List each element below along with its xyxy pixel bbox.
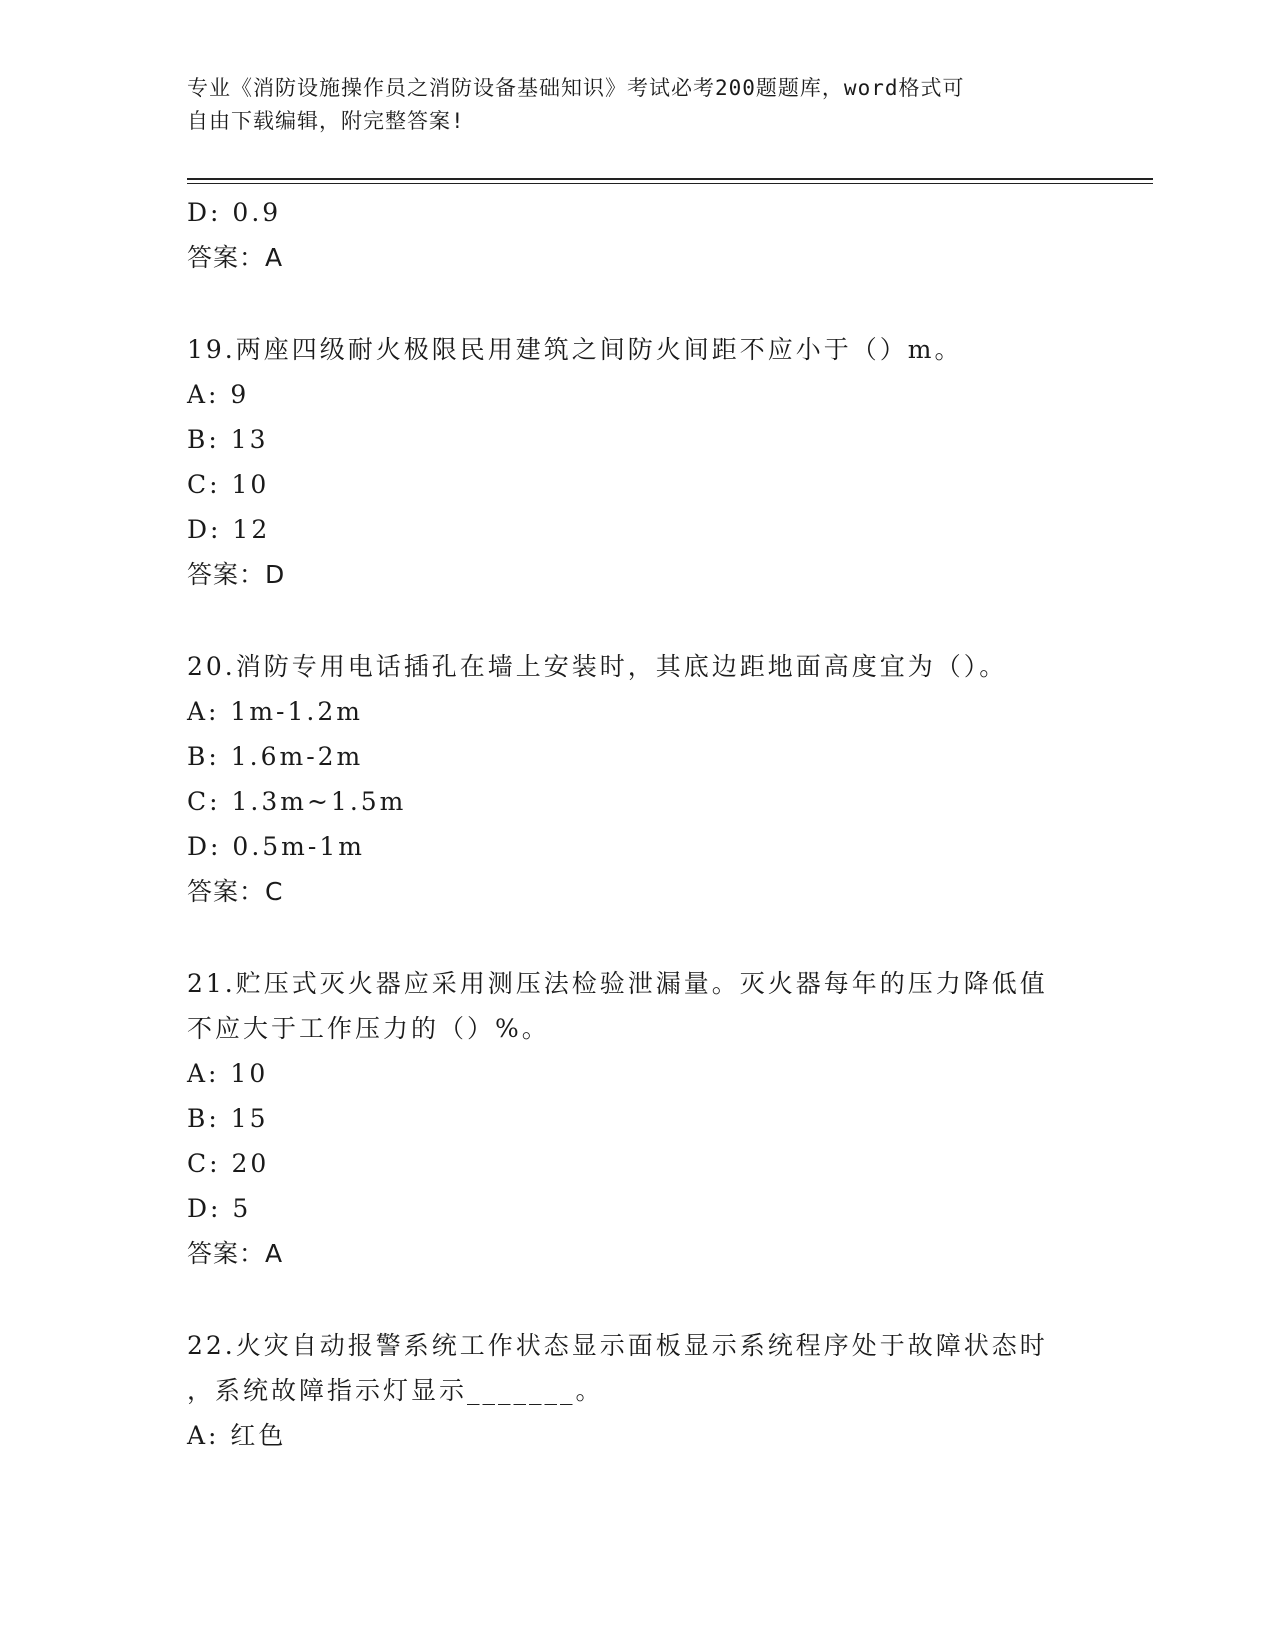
- answer-line: 答案：A: [187, 243, 284, 272]
- question-21: [187, 961, 1087, 1276]
- question-stem-line-1: 22.火灾自动报警系统工作状态显示面板显示系统程序处于故障状态时: [187, 1331, 1048, 1360]
- option-c: C: 1.3m~1.5m: [187, 787, 407, 816]
- header-line-2: 自由下载编辑，附完整答案!: [187, 109, 465, 133]
- question-stem-line-2: ，系统故障指示灯显示_______。: [187, 1376, 604, 1405]
- option-a: A: 9: [187, 380, 250, 409]
- question-20: [187, 644, 1087, 914]
- option-a: A: 10: [187, 1059, 269, 1088]
- question-stem-line-2: 不应大于工作压力的（）%。: [187, 1014, 550, 1043]
- question-stem-line-1: 21.贮压式灭火器应采用测压法检验泄漏量。灭火器每年的压力降低值: [187, 969, 1048, 998]
- question-stem: 20.消防专用电话插孔在墙上安装时，其底边距地面高度宜为（）。: [187, 652, 1008, 681]
- option-c: C: 20: [187, 1149, 270, 1178]
- option-d: D: 5: [187, 1194, 252, 1223]
- option-b: B: 13: [187, 425, 269, 454]
- header-rule-thick: [187, 178, 1153, 180]
- header-rule-thin: [187, 183, 1153, 184]
- page-content: [187, 190, 1087, 1458]
- question-19: [187, 327, 1087, 597]
- document-header: [187, 72, 1077, 138]
- option-b: B: 15: [187, 1104, 269, 1133]
- option-c: C: 10: [187, 470, 270, 499]
- answer-line: 答案：A: [187, 1239, 284, 1268]
- answer-line: 答案：D: [187, 560, 286, 589]
- option-a: A: 1m-1.2m: [187, 697, 363, 726]
- option-d: D: 0.9: [187, 198, 282, 227]
- question-22: [187, 1323, 1087, 1458]
- header-line-1: 专业《消防设施操作员之消防设备基础知识》考试必考200题题库，word格式可: [187, 76, 965, 100]
- option-a: A: 红色: [187, 1421, 287, 1450]
- answer-line: 答案：C: [187, 877, 284, 906]
- option-b: B: 1.6m-2m: [187, 742, 364, 771]
- question-stem: 19.两座四级耐火极限民用建筑之间防火间距不应小于（）m。: [187, 335, 963, 364]
- option-d: D: 12: [187, 515, 271, 544]
- option-d: D: 0.5m-1m: [187, 832, 365, 861]
